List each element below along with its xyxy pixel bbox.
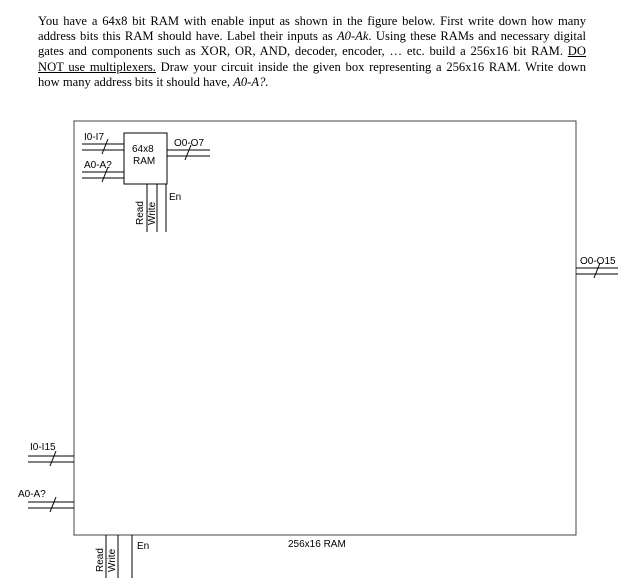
big-ram-address-label: A0-A? (18, 489, 46, 500)
small-ram-title-1: 64x8 (132, 144, 154, 155)
question-underline: DO NOT use multiplexers. (38, 44, 586, 74)
small-ram-address-label: A0-A? (84, 160, 112, 171)
big-ram-title: 256x16 RAM (288, 539, 346, 550)
big-ram-read-label: Read (95, 548, 106, 572)
big-ram-data-in-label: I0-I15 (30, 442, 56, 453)
big-ram-box (74, 121, 576, 535)
question-part-3: Draw your circuit inside the given box representing a 256x16 RAM. Write down how many address bits it should have, (38, 59, 586, 89)
big-ram-data-out-label: O0-O15 (580, 256, 616, 267)
question-part-1: You have a 64x8 bit RAM with enable input as shown in the figure below. First write down how many address bits this RAM should have. Label their inputs as (38, 14, 586, 44)
small-ram-data-out-label: O0-O7 (174, 138, 205, 149)
big-ram-write-label: Write (107, 548, 118, 572)
small-ram-enable-label: En (169, 192, 182, 203)
question-part-2: . Using these RAMs and necessary digital gates and components such as XOR, OR, AND, decoder, encoder, … etc. build a 256x16 bit RAM. (38, 29, 586, 59)
small-ram-read-label: Read (135, 201, 146, 225)
big-ram-enable-label: En (137, 541, 150, 552)
small-ram-data-in-label: I0-I7 (84, 132, 105, 143)
small-ram-title-2: RAM (133, 156, 156, 167)
question-var-1: A0-Ak (336, 29, 369, 44)
small-ram-write-label: Write (147, 201, 158, 225)
question-var-2: A0-A?. (233, 74, 269, 89)
